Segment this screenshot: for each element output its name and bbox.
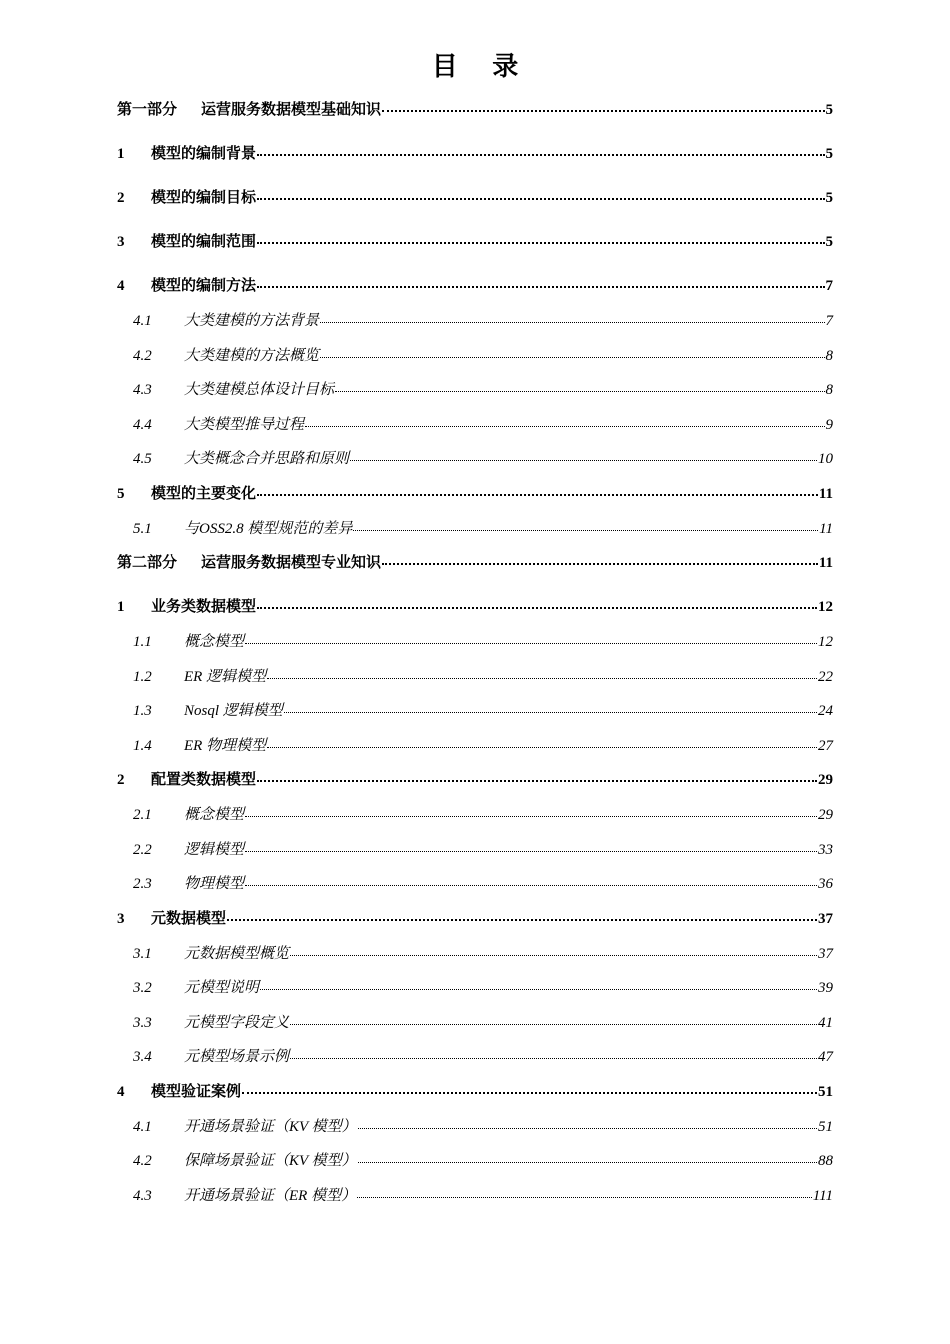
toc-entry-number: 3.2: [133, 980, 152, 996]
toc-entry-label: 元模型说明: [184, 980, 260, 996]
toc-entry-page-number: 11: [818, 485, 833, 502]
toc-dot-leader: [382, 553, 818, 567]
toc-entry-label: 模型验证案例: [151, 1083, 242, 1100]
toc-entry-number: 4.4: [133, 416, 152, 433]
toc-entry-number: 1.3: [133, 703, 152, 719]
toc-section-entry[interactable]: [117, 1043, 833, 1078]
toc-entry-label: 大类建模的方法概览: [184, 347, 320, 364]
toc-entry-page-number: 12: [818, 599, 833, 615]
toc-entry-label: 概念模型: [184, 807, 245, 823]
toc-entry-label: 开通场景验证（ER 模型）: [184, 1187, 357, 1204]
toc-entry-label: 元数据模型概览: [184, 945, 290, 962]
toc-chapter-entry[interactable]: [117, 766, 833, 801]
toc-entry-label: 大类模型推导过程: [184, 416, 305, 433]
toc-entry-page-number: 24: [818, 703, 833, 719]
toc-dot-leader: [245, 632, 817, 646]
toc-section-entry[interactable]: [117, 663, 833, 698]
toc-list: [117, 96, 833, 1216]
toc-dot-leader: [358, 1151, 817, 1165]
toc-entry-label: 模型的编制背景: [151, 146, 257, 162]
toc-dot-leader: [320, 346, 824, 360]
toc-entry-label: 业务类数据模型: [151, 599, 257, 615]
toc-title: 目 录: [431, 52, 533, 81]
toc-entry-number: 4.2: [133, 1153, 152, 1169]
toc-entry-page-number: 9: [825, 416, 833, 433]
toc-entry-number: 2: [117, 772, 125, 788]
toc-entry-label: Nosql 逻辑模型: [184, 703, 283, 719]
toc-entry-label: 逻辑模型: [184, 841, 245, 858]
toc-section-entry[interactable]: [117, 940, 833, 975]
toc-entry-number: 4.1: [133, 1118, 152, 1135]
toc-dot-leader: [257, 276, 824, 290]
toc-section-entry[interactable]: [117, 376, 833, 411]
toc-chapter-entry[interactable]: [117, 1078, 833, 1113]
toc-dot-leader: [257, 597, 817, 611]
toc-entry-page-number: 22: [818, 668, 833, 685]
toc-entry-label: 元模型字段定义: [184, 1014, 290, 1031]
toc-entry-number: 4.5: [133, 451, 152, 467]
toc-chapter-entry[interactable]: [117, 905, 833, 940]
toc-section-entry[interactable]: [117, 628, 833, 663]
toc-entry-page-number: 39: [818, 980, 833, 996]
toc-entry-label: 运营服务数据模型专业知识: [201, 555, 382, 571]
toc-entry-page-number: 5: [825, 190, 833, 206]
toc-entry-label: 配置类数据模型: [151, 772, 257, 788]
toc-dot-leader: [290, 1047, 817, 1061]
toc-section-entry[interactable]: [117, 1113, 833, 1148]
toc-entry-page-number: 88: [818, 1153, 833, 1169]
toc-entry-page-number: 51: [818, 1118, 833, 1135]
toc-entry-label: 物理模型: [184, 876, 245, 892]
toc-dot-leader: [382, 100, 824, 114]
toc-section-entry[interactable]: [117, 1147, 833, 1182]
toc-dot-leader: [284, 701, 817, 715]
toc-entry-page-number: 11: [819, 520, 833, 537]
toc-entry-page-number: 7: [825, 278, 833, 294]
toc-entry-number: 3: [117, 234, 125, 250]
toc-entry-label: 与OSS2.8 模型规范的差异: [184, 520, 353, 537]
toc-chapter-entry[interactable]: [117, 140, 833, 184]
toc-section-entry[interactable]: [117, 342, 833, 377]
toc-entry-number: 4: [117, 1083, 125, 1100]
toc-chapter-entry[interactable]: [117, 228, 833, 272]
toc-dot-leader: [358, 1117, 817, 1131]
toc-chapter-entry[interactable]: [117, 593, 833, 628]
toc-entry-number: 4.3: [133, 1187, 152, 1204]
toc-dot-leader: [335, 380, 824, 394]
toc-entry-label: 运营服务数据模型基础知识: [201, 102, 382, 118]
toc-section-entry[interactable]: [117, 307, 833, 342]
toc-entry-label: 大类建模的方法背景: [184, 313, 320, 329]
toc-entry-number: 5.1: [133, 520, 152, 537]
toc-entry-number: 2.3: [133, 876, 152, 892]
toc-section-entry[interactable]: [117, 411, 833, 446]
toc-dot-leader: [357, 1186, 812, 1200]
toc-dot-leader: [260, 978, 817, 992]
toc-entry-label: 元数据模型: [151, 910, 227, 927]
toc-entry-label: 保障场景验证（KV 模型）: [184, 1153, 357, 1169]
toc-entry-page-number: 8: [825, 382, 833, 398]
toc-dot-leader: [353, 519, 818, 533]
toc-dot-leader: [257, 144, 824, 158]
toc-dot-leader: [245, 805, 817, 819]
toc-dot-leader: [320, 311, 824, 325]
toc-dot-leader: [257, 770, 817, 784]
toc-entry-number: 第一部分: [117, 102, 178, 118]
toc-dot-leader: [305, 415, 824, 429]
toc-entry-page-number: 47: [818, 1049, 833, 1065]
toc-chapter-entry[interactable]: [117, 272, 833, 307]
toc-entry-number: 4.2: [133, 347, 152, 364]
toc-entry-page-number: 7: [825, 313, 833, 329]
toc-entry-label: 模型的编制范围: [151, 234, 257, 250]
toc-entry-label: 开通场景验证（KV 模型）: [184, 1118, 357, 1135]
toc-entry-page-number: 5: [825, 102, 833, 118]
toc-dot-leader: [227, 909, 817, 923]
toc-entry-label: 模型的编制目标: [151, 190, 257, 206]
toc-dot-leader: [267, 736, 817, 750]
toc-section-entry[interactable]: [117, 445, 833, 480]
toc-section-entry[interactable]: [117, 515, 833, 550]
toc-entry-page-number: 29: [818, 807, 833, 823]
toc-entry-number: 4: [117, 278, 125, 294]
toc-entry-label: 大类建模总体设计目标: [184, 382, 335, 398]
toc-entry-page-number: 5: [825, 234, 833, 250]
toc-entry-page-number: 36: [818, 876, 833, 892]
toc-dot-leader: [290, 944, 817, 958]
toc-entry-number: 3: [117, 910, 125, 927]
toc-dot-leader: [245, 874, 817, 888]
toc-section-entry[interactable]: [117, 1182, 833, 1217]
toc-dot-leader: [290, 1013, 817, 1027]
toc-section-entry[interactable]: [117, 974, 833, 1009]
toc-chapter-entry[interactable]: [117, 184, 833, 228]
toc-entry-page-number: 51: [818, 1083, 833, 1100]
toc-section-entry[interactable]: [117, 801, 833, 836]
toc-entry-number: 4.3: [133, 382, 152, 398]
toc-section-entry[interactable]: [117, 697, 833, 732]
toc-entry-page-number: 37: [818, 945, 833, 962]
toc-entry-page-number: 10: [818, 451, 833, 467]
toc-entry-number: 3.3: [133, 1014, 152, 1031]
toc-dot-leader: [257, 484, 818, 498]
toc-entry-label: 元模型场景示例: [184, 1049, 290, 1065]
toc-entry-page-number: 5: [825, 146, 833, 162]
toc-entry-number: 1.1: [133, 634, 152, 650]
toc-entry-number: 2.1: [133, 807, 152, 823]
toc-entry-number: 1.4: [133, 737, 152, 754]
toc-section-entry[interactable]: [117, 732, 833, 767]
toc-entry-number: 4.1: [133, 313, 152, 329]
toc-entry-page-number: 33: [818, 841, 833, 858]
toc-entry-page-number: 12: [818, 634, 833, 650]
toc-entry-number: 1: [117, 599, 125, 615]
toc-entry-page-number: 11: [818, 555, 833, 571]
toc-entry-page-number: 37: [818, 910, 833, 927]
toc-part-entry[interactable]: [117, 549, 833, 593]
toc-entry-number: 5: [117, 485, 125, 502]
toc-dot-leader: [257, 232, 824, 246]
toc-entry-label: 模型的编制方法: [151, 278, 257, 294]
toc-entry-page-number: 27: [818, 737, 833, 754]
toc-entry-page-number: 111: [812, 1187, 833, 1204]
toc-entry-number: 3.1: [133, 945, 152, 962]
toc-entry-number: 2.2: [133, 841, 152, 858]
toc-dot-leader: [245, 840, 817, 854]
toc-part-entry[interactable]: [117, 96, 833, 140]
toc-entry-number: 2: [117, 190, 125, 206]
toc-dot-leader: [350, 449, 817, 463]
toc-section-entry[interactable]: [117, 836, 833, 871]
toc-entry-label: 大类概念合并思路和原则: [184, 451, 350, 467]
toc-entry-page-number: 41: [818, 1014, 833, 1031]
toc-entry-number: 1.2: [133, 668, 152, 685]
toc-entry-label: 模型的主要变化: [151, 485, 257, 502]
toc-entry-number: 第二部分: [117, 555, 178, 571]
toc-entry-label: 概念模型: [184, 634, 245, 650]
toc-entry-number: 1: [117, 146, 125, 162]
toc-dot-leader: [242, 1082, 817, 1096]
toc-section-entry[interactable]: [117, 870, 833, 905]
toc-section-entry[interactable]: [117, 1009, 833, 1044]
toc-chapter-entry[interactable]: [117, 480, 833, 515]
toc-entry-page-number: 29: [818, 772, 833, 788]
toc-entry-page-number: 8: [825, 347, 833, 364]
toc-entry-label: ER 逻辑模型: [184, 668, 267, 685]
toc-dot-leader: [257, 188, 824, 202]
toc-entry-label: ER 物理模型: [184, 737, 267, 754]
toc-dot-leader: [267, 667, 817, 681]
toc-entry-number: 3.4: [133, 1049, 152, 1065]
